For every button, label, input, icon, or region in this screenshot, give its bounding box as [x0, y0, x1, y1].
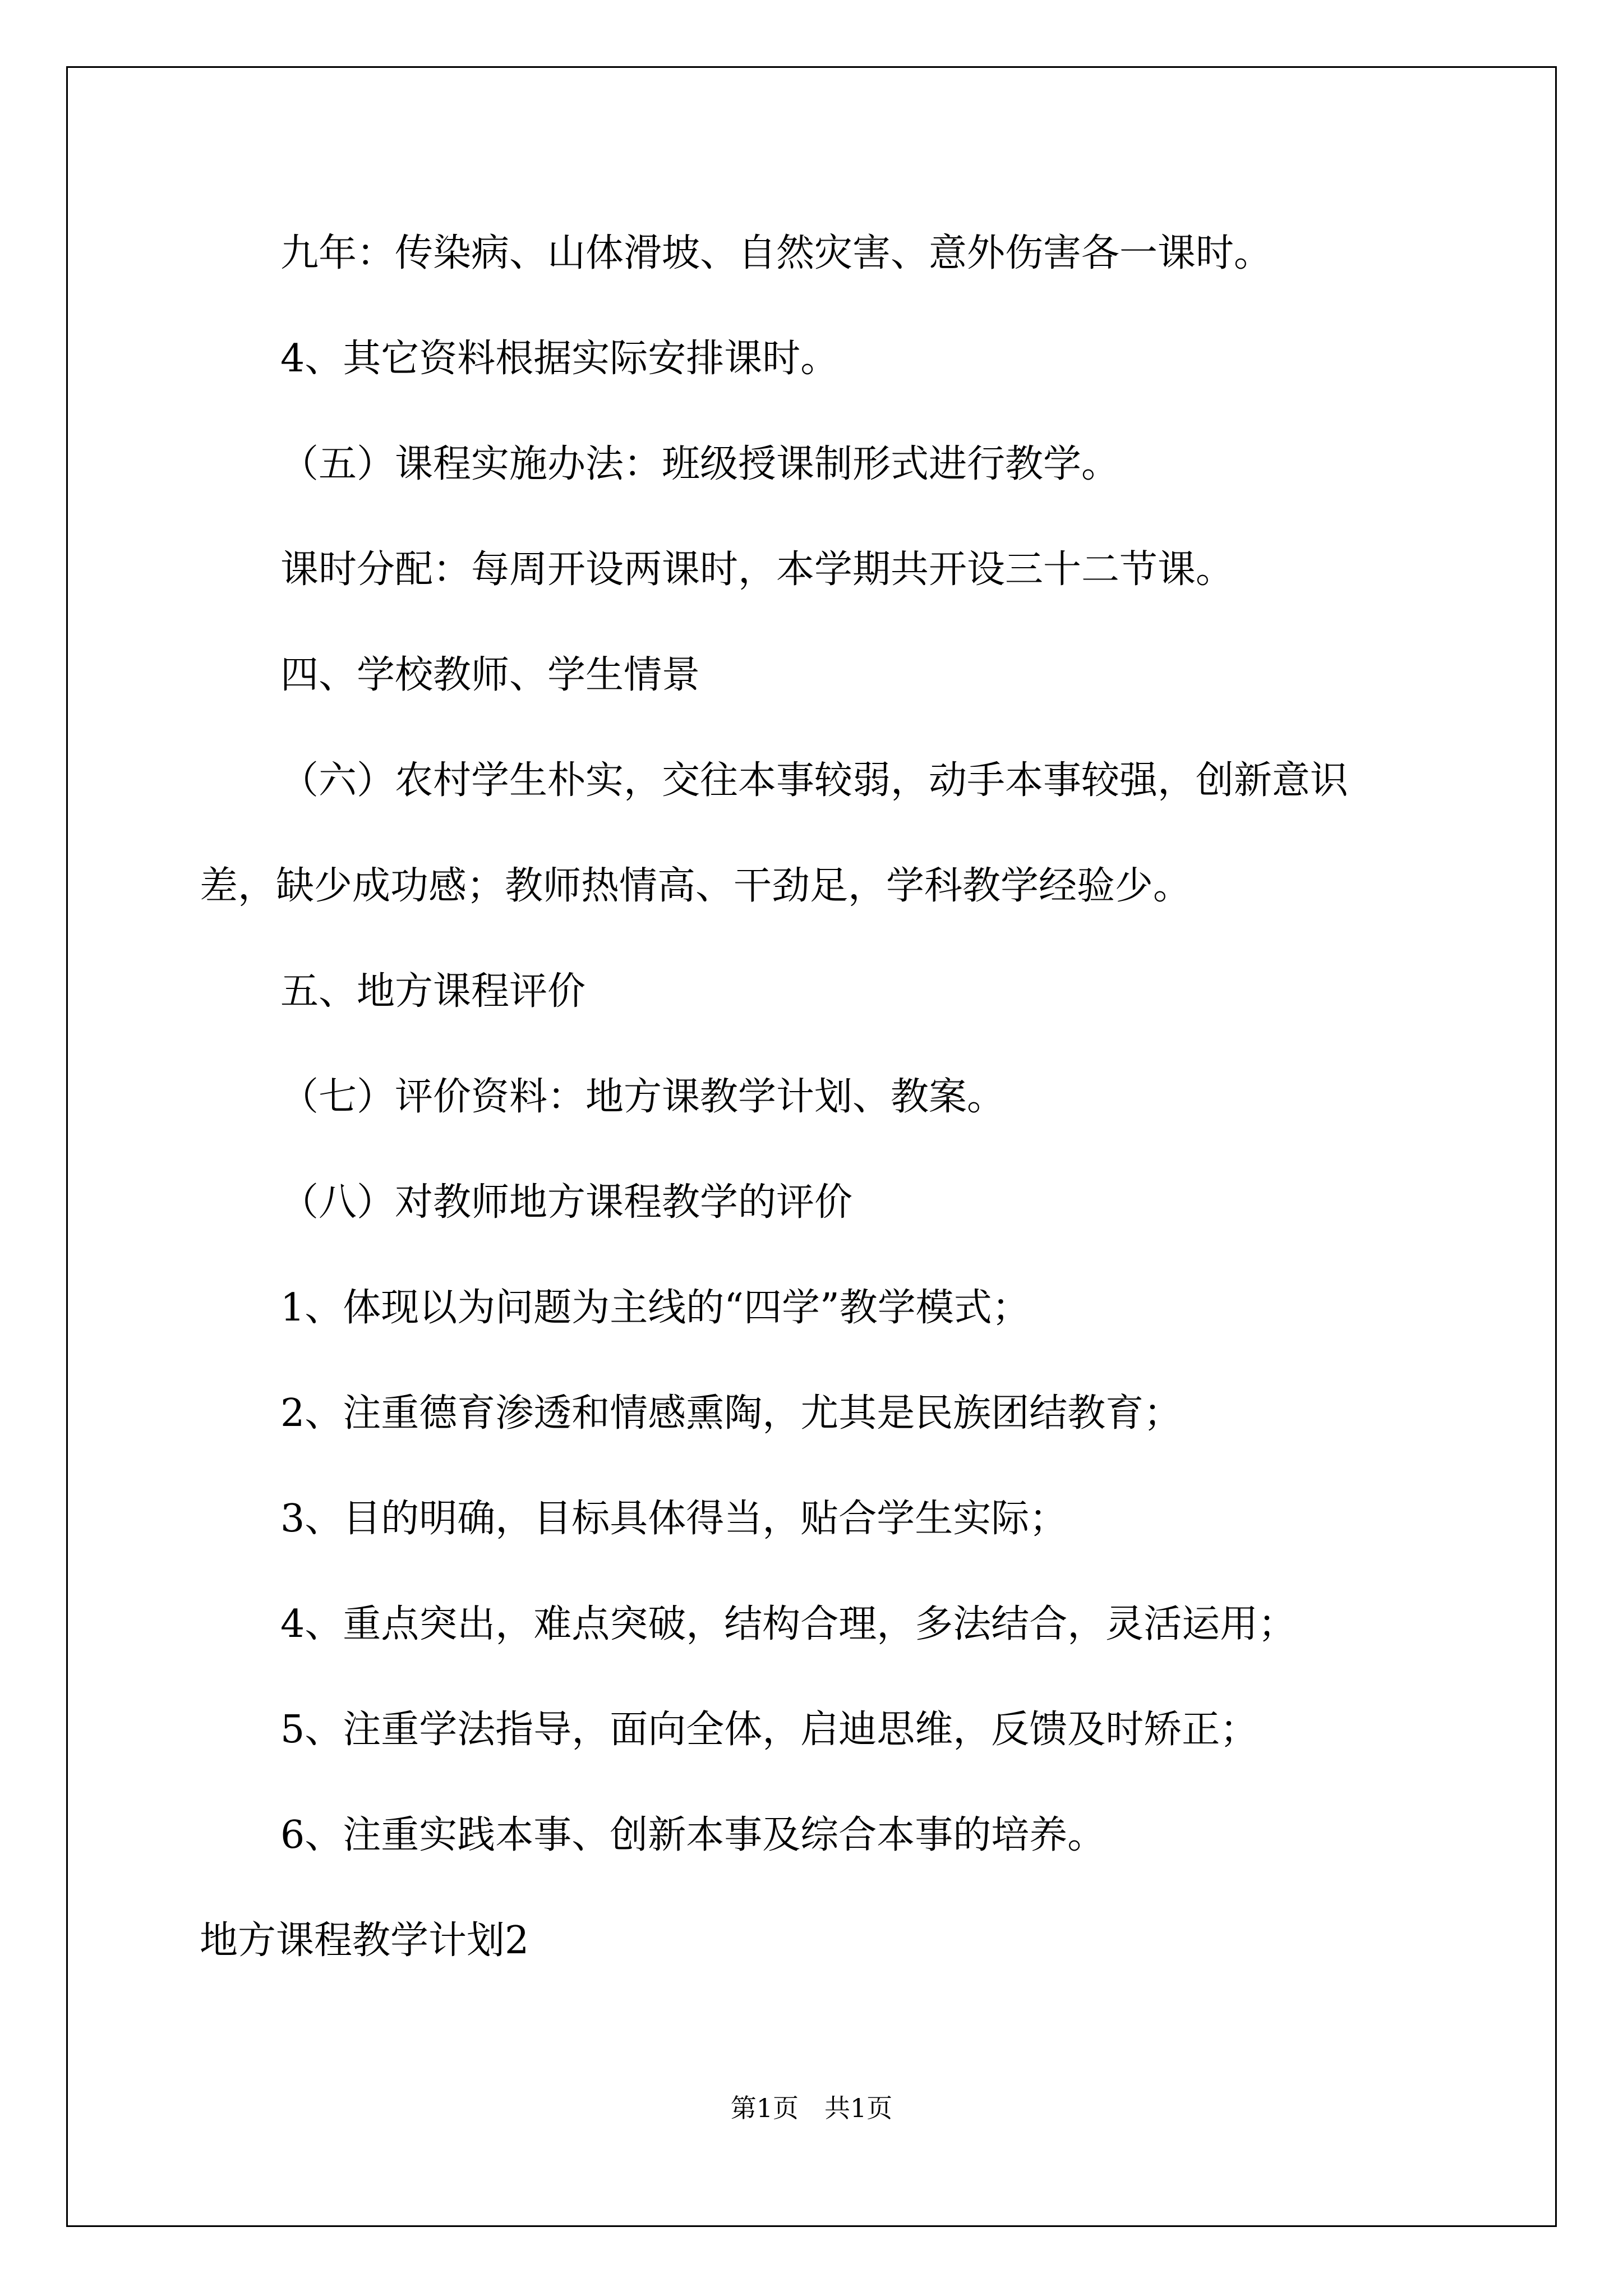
paragraph-line: 九年：传染病、山体滑坡、自然灾害、意外伤害各一课时。 — [280, 231, 1272, 275]
paragraph-line: （五）课程实施办法：班级授课制形式进行教学。 — [280, 442, 1120, 486]
list-item: 3、目的明确，目标具体得当，贴合学生实际； — [280, 1497, 1068, 1541]
page-number-footer: 第1页 共1页 — [730, 2093, 893, 2123]
section-heading: 四、学校教师、学生情景 — [280, 653, 700, 697]
paragraph-line: 差，缺少成功感；教师热情高、干劲足，学科教学经验少。 — [200, 864, 1192, 908]
paragraph-line: （七）评价资料：地方课教学计划、教案。 — [280, 1075, 1006, 1119]
paragraph-line: 课时分配：每周开设两课时，本学期共开设三十二节课。 — [280, 547, 1234, 592]
list-item: 5、注重学法指导，面向全体，启迪思维，反馈及时矫正； — [280, 1708, 1258, 1752]
list-item: 1、体现以为问题为主线的“四学”教学模式； — [280, 1286, 1030, 1330]
paragraph-line: （六）农村学生朴实，交往本事较弱，动手本事较强，创新意识 — [280, 758, 1349, 803]
list-item: 6、注重实践本事、创新本事及综合本事的培养。 — [280, 1813, 1106, 1857]
list-item: 2、注重德育渗透和情感熏陶，尤其是民族团结教育； — [280, 1391, 1182, 1435]
paragraph-line: （八）对教师地方课程教学的评价 — [280, 1180, 853, 1225]
section-heading: 五、地方课程评价 — [280, 969, 586, 1014]
page-border — [66, 66, 1557, 2227]
list-item: 4、重点突出，难点突破，结构合理，多法结合，灵活运用； — [280, 1602, 1297, 1646]
document-title: 地方课程教学计划2 — [200, 1918, 529, 1963]
paragraph-line: 4、其它资料根据实际安排课时。 — [280, 337, 839, 381]
